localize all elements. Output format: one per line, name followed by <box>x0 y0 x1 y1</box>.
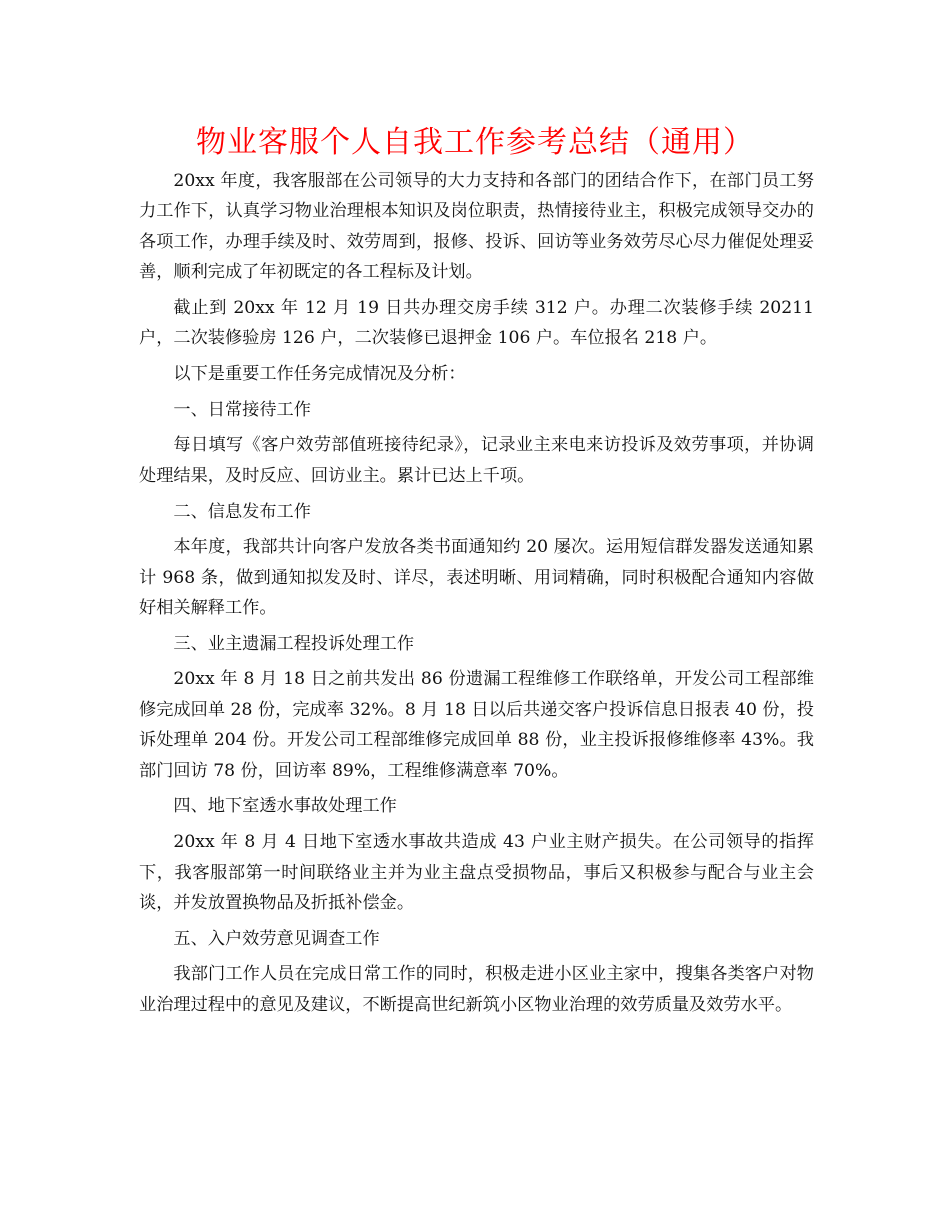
paragraph-notices: 本年度，我部共计向客户发放各类书面通知约 20 屡次。运用短信群发器发送通知累计 968 条，做到通知拟发及时、详尽，表述明晰、用词精确，同时积极配合通知内容做好相关解释工作。 <box>139 537 814 619</box>
section-heading-complaints: 三、业主遗漏工程投诉处理工作 <box>173 633 415 654</box>
section-heading-survey: 五、入户效劳意见调查工作 <box>173 928 380 949</box>
section-heading-basement: 四、地下室透水事故处理工作 <box>173 796 397 817</box>
paragraph-overview: 以下是重要工作任务完成情况及分析： <box>173 364 466 385</box>
section-heading-reception: 一、日常接待工作 <box>173 399 311 420</box>
document-title: 物业客服个人自我工作参考总结（通用） <box>196 125 754 160</box>
paragraph-survey: 我部门工作人员在完成日常工作的同时，积极走进小区业主家中，搜集各类客户对物业治理过程中的意见及建议，不断提高世纪新筑小区物业治理的效劳质量及效劳水平。 <box>139 964 814 1015</box>
paragraph-complaints: 20xx 年 8 月 18 日之前共发出 86 份遗漏工程维修工作联络单，开发公司工程部维修完成回单 28 份，完成率 32%。8 月 18 日以后共递交客户投诉信息日报表 40 份，投诉处理单 204 份。开发公司工程部维修完成回单 88 份，业主投诉报修维修率 43%。我部门回访 78 份，回访率 89%，工程维修满意率 70%。 <box>139 669 814 781</box>
section-heading-notices: 二、信息发布工作 <box>173 501 311 522</box>
paragraph-statistics: 截止到 20xx 年 12 月 19 日共办理交房手续 312 户。办理二次装修手续 20211 户，二次装修验房 126 户，二次装修已退押金 106 户。车位报名 218 户。 <box>139 297 814 349</box>
paragraph-reception: 每日填写《客户效劳部值班接待纪录》，记录业主来电来访投诉及效劳事项，并协调处理结果，及时反应、回访业主。累计已达上千项。 <box>139 435 814 486</box>
paragraph-basement: 20xx 年 8 月 4 日地下室透水事故共造成 43 户业主财产损失。在公司领导的指挥下，我客服部第一时间联络业主并为业主盘点受损物品，事后又积极参与配合与业主会谈，并发放置换物品及折抵补偿金。 <box>139 832 814 913</box>
document-body <box>139 166 814 1025</box>
paragraph-intro: 20xx 年度，我客服部在公司领导的大力支持和各部门的团结合作下，在部门员工努力工作下，认真学习物业治理根本知识及岗位职责，热情接待业主，积极完成领导交办的各项工作，办理手续及时、效劳周到，报修、投诉、回访等业务效劳尽心尽力催促处理妥善，顺利完成了年初既定的各工程标及计划。 <box>139 171 814 283</box>
